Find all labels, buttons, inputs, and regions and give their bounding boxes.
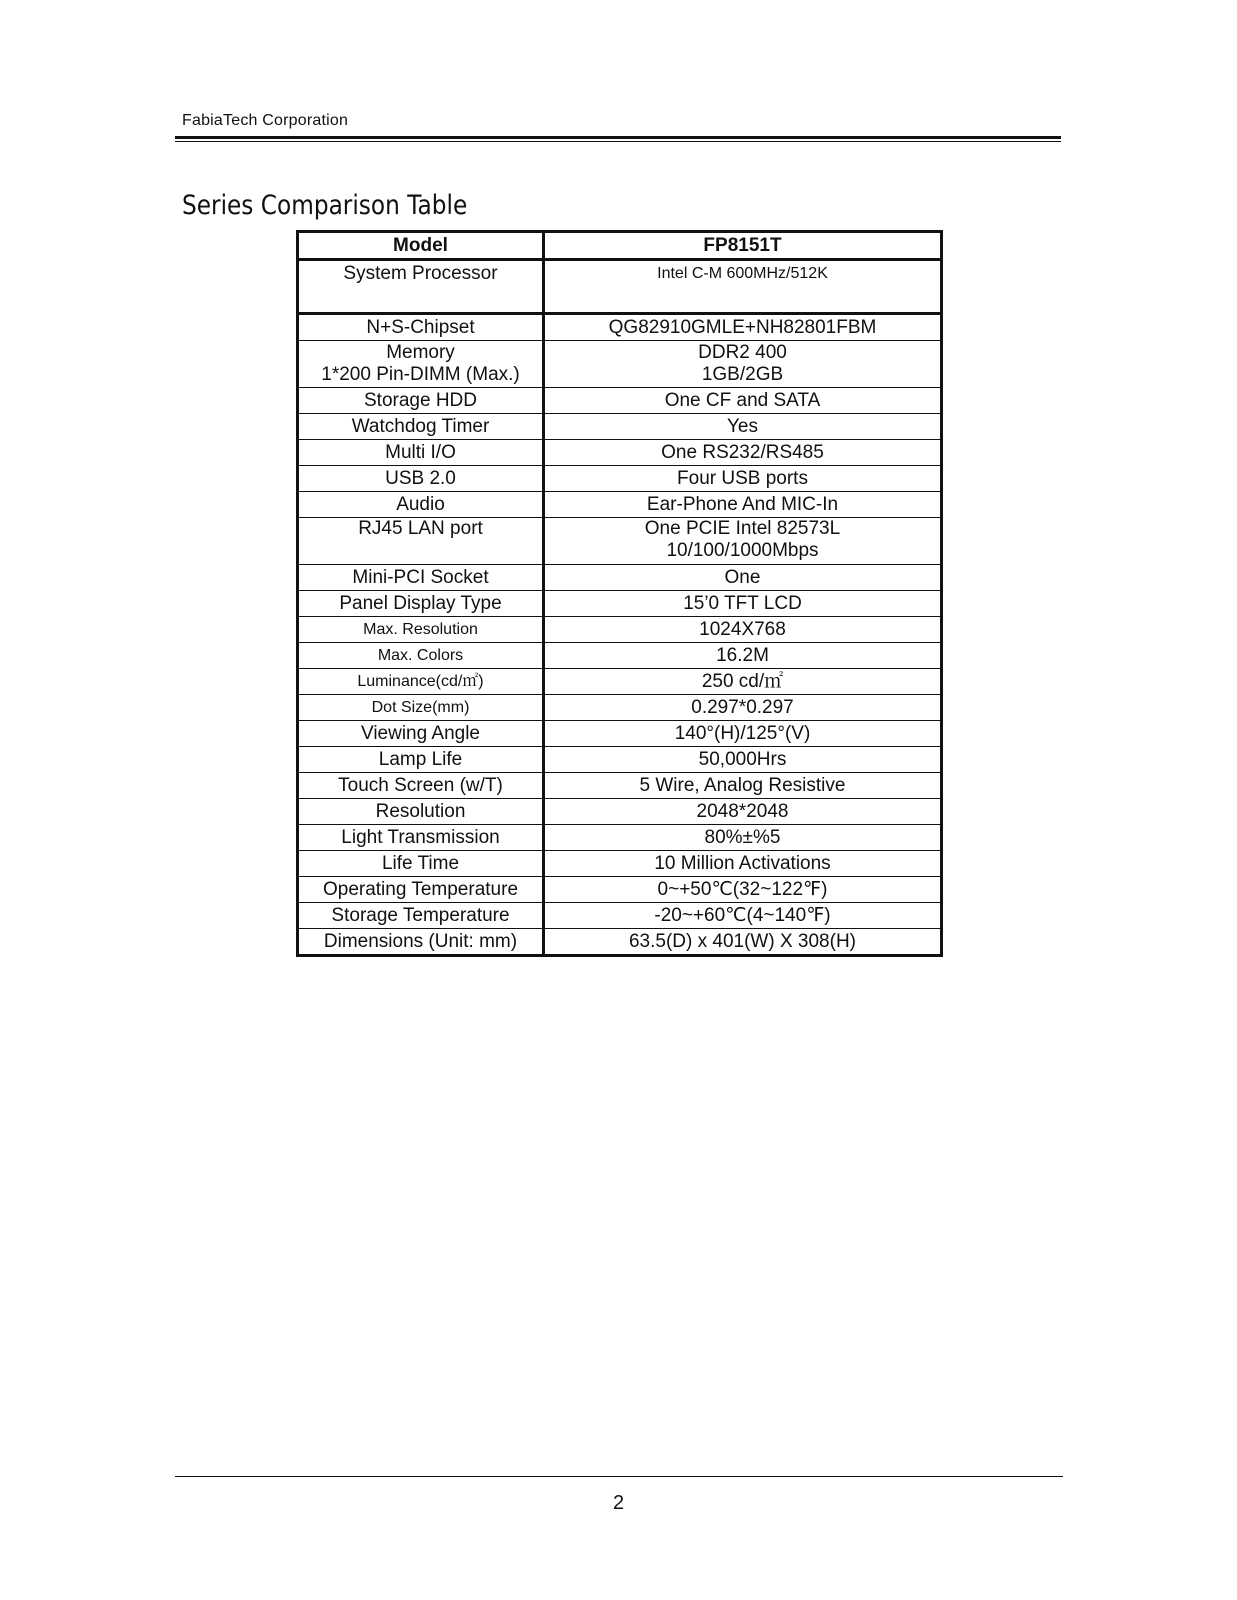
table-row — [298, 929, 942, 956]
footer-rule — [175, 1476, 1063, 1477]
table-row — [298, 617, 942, 643]
spec-value: One — [544, 565, 942, 591]
spec-label: Audio — [298, 492, 544, 518]
table-header-row — [298, 232, 942, 260]
spec-value: 80%±%5 — [544, 825, 942, 851]
spec-value: One PCIE Intel 82573L 10/100/1000Mbps — [544, 518, 942, 565]
table-row — [298, 721, 942, 747]
section-title: Series Comparison Table — [182, 190, 468, 221]
spec-label: Light Transmission — [298, 825, 544, 851]
header-model: Model — [298, 232, 544, 260]
table-row — [298, 440, 942, 466]
spec-value: DDR2 400 1GB/2GB — [544, 341, 942, 388]
spec-value: 0~+50℃(32~122℉) — [544, 877, 942, 903]
spec-label: Dimensions (Unit: mm) — [298, 929, 544, 956]
spec-value: 16.2M — [544, 643, 942, 669]
spec-label: Memory 1*200 Pin-DIMM (Max.) — [298, 341, 544, 388]
spec-label: Storage Temperature — [298, 903, 544, 929]
spec-label: RJ45 LAN port — [298, 518, 544, 565]
spec-value: 15’0 TFT LCD — [544, 591, 942, 617]
spec-label: Luminance(cd/㎡) — [298, 669, 544, 695]
spec-value: Four USB ports — [544, 466, 942, 492]
spec-label: Watchdog Timer — [298, 414, 544, 440]
spec-label: Storage HDD — [298, 388, 544, 414]
spec-value: Intel C-M 600MHz/512K — [544, 260, 942, 314]
spec-label: USB 2.0 — [298, 466, 544, 492]
spec-label: N+S-Chipset — [298, 314, 544, 341]
spec-value: One RS232/RS485 — [544, 440, 942, 466]
header-product: FP8151T — [544, 232, 942, 260]
spec-label: Touch Screen (w/T) — [298, 773, 544, 799]
table-row — [298, 903, 942, 929]
table-row — [298, 492, 942, 518]
spec-label: Life Time — [298, 851, 544, 877]
spec-label: Multi I/O — [298, 440, 544, 466]
table-row — [298, 695, 942, 721]
page-number: 2 — [612, 1492, 625, 1514]
spec-value: Yes — [544, 414, 942, 440]
header-rule — [175, 136, 1061, 139]
spec-label: Max. Resolution — [298, 617, 544, 643]
spec-label: System Processor — [298, 260, 544, 314]
spec-comparison-table — [296, 230, 943, 957]
table-row — [298, 851, 942, 877]
spec-label: Viewing Angle — [298, 721, 544, 747]
table-row — [298, 518, 942, 565]
spec-value: Ear-Phone And MIC-In — [544, 492, 942, 518]
table-row — [298, 825, 942, 851]
spec-label: Dot Size(mm) — [298, 695, 544, 721]
header-rule-thin — [175, 141, 1061, 142]
table-row — [298, 747, 942, 773]
table-row — [298, 591, 942, 617]
table-row — [298, 466, 942, 492]
company-name: FabiaTech Corporation — [182, 112, 349, 129]
table-row — [298, 260, 942, 314]
spec-value: 1024X768 — [544, 617, 942, 643]
table-row — [298, 643, 942, 669]
spec-value: 0.297*0.297 — [544, 695, 942, 721]
table-row — [298, 314, 942, 341]
table-row — [298, 341, 942, 388]
table-row — [298, 669, 942, 695]
spec-label: Resolution — [298, 799, 544, 825]
spec-value: 50,000Hrs — [544, 747, 942, 773]
table-row — [298, 414, 942, 440]
spec-label: Max. Colors — [298, 643, 544, 669]
spec-value: One CF and SATA — [544, 388, 942, 414]
spec-value: 250 cd/㎡ — [544, 669, 942, 695]
table-row — [298, 565, 942, 591]
spec-label: Mini-PCI Socket — [298, 565, 544, 591]
spec-label: Operating Temperature — [298, 877, 544, 903]
spec-label: Lamp Life — [298, 747, 544, 773]
spec-value: QG82910GMLE+NH82801FBM — [544, 314, 942, 341]
spec-value: 63.5(D) x 401(W) X 308(H) — [544, 929, 942, 956]
table-row — [298, 799, 942, 825]
spec-value: 2048*2048 — [544, 799, 942, 825]
table-row — [298, 773, 942, 799]
table-row — [298, 877, 942, 903]
spec-value: 10 Million Activations — [544, 851, 942, 877]
table-row — [298, 388, 942, 414]
spec-value: 140°(H)/125°(V) — [544, 721, 942, 747]
spec-value: -20~+60℃(4~140℉) — [544, 903, 942, 929]
spec-label: Panel Display Type — [298, 591, 544, 617]
spec-value: 5 Wire, Analog Resistive — [544, 773, 942, 799]
